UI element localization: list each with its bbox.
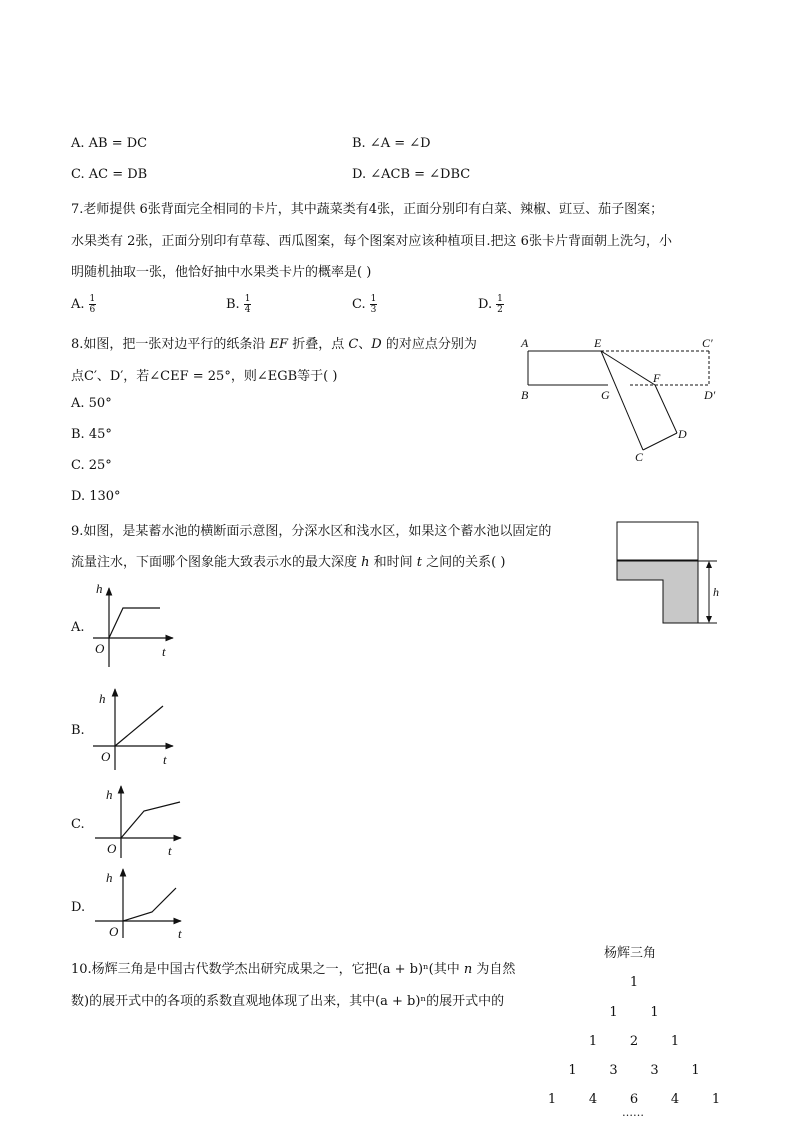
triangle-cell: 2 bbox=[629, 1034, 639, 1049]
triangle-cell: 4 bbox=[588, 1092, 598, 1107]
q8-var-c: C bbox=[348, 337, 359, 352]
fraction-denominator: 4 bbox=[244, 305, 251, 315]
label-d-prime: D′ bbox=[704, 388, 716, 402]
triangle-row-4 bbox=[524, 1092, 744, 1107]
triangle-cell: 4 bbox=[670, 1092, 680, 1107]
q8-text: 的对应点分别为 bbox=[381, 337, 477, 352]
triangle-cell: 3 bbox=[609, 1063, 618, 1078]
graph-d-curve bbox=[123, 888, 176, 921]
graph-b-t-label: t bbox=[163, 752, 167, 767]
q6-option-b: B. ∠A = ∠D bbox=[352, 136, 431, 151]
graph-c-curve bbox=[121, 802, 180, 838]
graph-b-curve bbox=[115, 706, 163, 746]
q8-text: 折叠，点 bbox=[288, 337, 349, 352]
triangle-row-2 bbox=[524, 1034, 744, 1049]
label-b: B bbox=[521, 388, 529, 402]
triangle-title: 杨辉三角 bbox=[604, 946, 657, 961]
triangle-cell: 1 bbox=[568, 1063, 577, 1078]
triangle-cell: 3 bbox=[650, 1063, 659, 1078]
q10-text: 为自然 bbox=[472, 962, 516, 977]
graph-d-t-label: t bbox=[178, 926, 182, 941]
q9-line-1: 9.如图，是某蓄水池的横断面示意图，分深水区和浅水区，如果这个蓄水池以固定的 bbox=[71, 524, 552, 539]
q8-line-2: 点C′、D′，若∠CEF = 25°，则∠EGB等于( ) bbox=[71, 369, 338, 384]
label-d: D bbox=[678, 427, 687, 441]
q8-var-d: D bbox=[371, 337, 382, 352]
q9-var-h: h bbox=[361, 555, 370, 570]
q9-text: 之间的关系( ) bbox=[422, 555, 506, 570]
label-c-prime: C′ bbox=[702, 336, 713, 350]
q6-option-c: C. AC = DB bbox=[71, 167, 148, 182]
q7-option-letter: B. bbox=[226, 297, 240, 312]
graph-d-origin-label: O bbox=[109, 924, 119, 939]
fraction-denominator: 3 bbox=[370, 305, 377, 315]
triangle-cell: 1 bbox=[547, 1092, 557, 1107]
q7-option-letter: D. bbox=[478, 297, 493, 312]
label-c: C bbox=[635, 450, 644, 464]
q9-option-c-label: C. bbox=[71, 817, 85, 832]
label-f: F bbox=[653, 371, 661, 385]
q8-var-ef: EF bbox=[269, 337, 289, 352]
q7-line-3: 明随机抽取一张，他恰好抽中水果类卡片的概率是( ) bbox=[71, 265, 372, 280]
q9-var-t: t bbox=[416, 555, 423, 570]
q10-line-2: 数)的展开式中的各项的系数直观地体现了出来，其中(a + b)ⁿ的展开式中的 bbox=[71, 994, 505, 1009]
q9-text: 和时间 bbox=[369, 555, 417, 570]
graph-a-origin-label: O bbox=[95, 641, 105, 656]
fraction-denominator: 6 bbox=[89, 305, 96, 315]
depth-label-h: h bbox=[713, 585, 719, 599]
graph-b-origin-label: O bbox=[101, 749, 111, 764]
triangle-row-1 bbox=[524, 1005, 744, 1020]
graph-a-h-label: h bbox=[96, 581, 103, 596]
graph-b-h-label: h bbox=[99, 691, 106, 706]
triangle-cell: 1 bbox=[670, 1034, 680, 1049]
q7-line-2: 水果类有 2张，正面分别印有草莓、西瓜图案，每个图案对应该种植项目.把这 6张卡片背面朝上洗匀，小 bbox=[71, 234, 672, 249]
triangle-cell: 1 bbox=[629, 975, 639, 990]
triangle-cell: 1 bbox=[691, 1063, 700, 1078]
graph-a bbox=[93, 588, 173, 667]
triangle-cell: 6 bbox=[629, 1092, 639, 1107]
fraction-numerator: 1 bbox=[244, 294, 251, 304]
graph-d-h-label: h bbox=[106, 870, 113, 885]
q10-text: 10.杨辉三角是中国古代数学杰出研究成果之一，它把(a + b)ⁿ(其中 bbox=[71, 962, 464, 977]
fraction-numerator: 1 bbox=[89, 294, 96, 304]
q9-option-b-label: B. bbox=[71, 723, 85, 738]
triangle-row-3 bbox=[524, 1063, 744, 1078]
triangle-row-0 bbox=[524, 975, 744, 990]
graph-c-t-label: t bbox=[168, 843, 172, 858]
q7-line-1: 7.老师提供 6张背面完全相同的卡片，其中蔬菜类有4张，正面分别印有白菜、辣椒、豇豆、茄子图案； bbox=[71, 202, 664, 217]
graph-a-curve bbox=[109, 608, 160, 638]
q8-text: 8.如图，把一张对边平行的纸条沿 bbox=[71, 337, 270, 352]
q10-var-n: n bbox=[463, 962, 473, 977]
q8-option-b: B. 45° bbox=[71, 427, 112, 442]
graph-c-h-label: h bbox=[106, 787, 113, 802]
q8-option-c: C. 25° bbox=[71, 458, 112, 473]
triangle-cell: 1 bbox=[711, 1092, 721, 1107]
q7-option-letter: C. bbox=[352, 297, 366, 312]
q8-text: 、 bbox=[358, 337, 372, 352]
label-a: A bbox=[521, 336, 529, 350]
triangle-ellipsis: …… bbox=[622, 1106, 644, 1119]
q7-option-letter: A. bbox=[71, 297, 85, 312]
label-e: E bbox=[594, 336, 602, 350]
q10-line-1 bbox=[71, 958, 515, 977]
q6-option-a: A. AB = DC bbox=[71, 136, 148, 151]
graph-c-origin-label: O bbox=[107, 841, 117, 856]
label-g: G bbox=[601, 388, 610, 402]
q6-option-d: D. ∠ACB = ∠DBC bbox=[352, 167, 471, 182]
q9-option-d-label: D. bbox=[71, 900, 86, 915]
q9-option-a-label: A. bbox=[71, 620, 85, 635]
fraction-numerator: 1 bbox=[370, 294, 377, 304]
fraction-denominator: 2 bbox=[497, 305, 503, 315]
q8-option-d: D. 130° bbox=[71, 489, 121, 504]
q8-option-a: A. 50° bbox=[71, 396, 112, 411]
triangle-cell: 1 bbox=[588, 1034, 598, 1049]
graph-a-t-label: t bbox=[162, 644, 166, 659]
triangle-cell: 1 bbox=[609, 1005, 618, 1020]
q9-text: 流量注水，下面哪个图象能大致表示水的最大深度 bbox=[71, 555, 362, 570]
triangle-cell: 1 bbox=[650, 1005, 659, 1020]
fraction-numerator: 1 bbox=[497, 294, 503, 304]
